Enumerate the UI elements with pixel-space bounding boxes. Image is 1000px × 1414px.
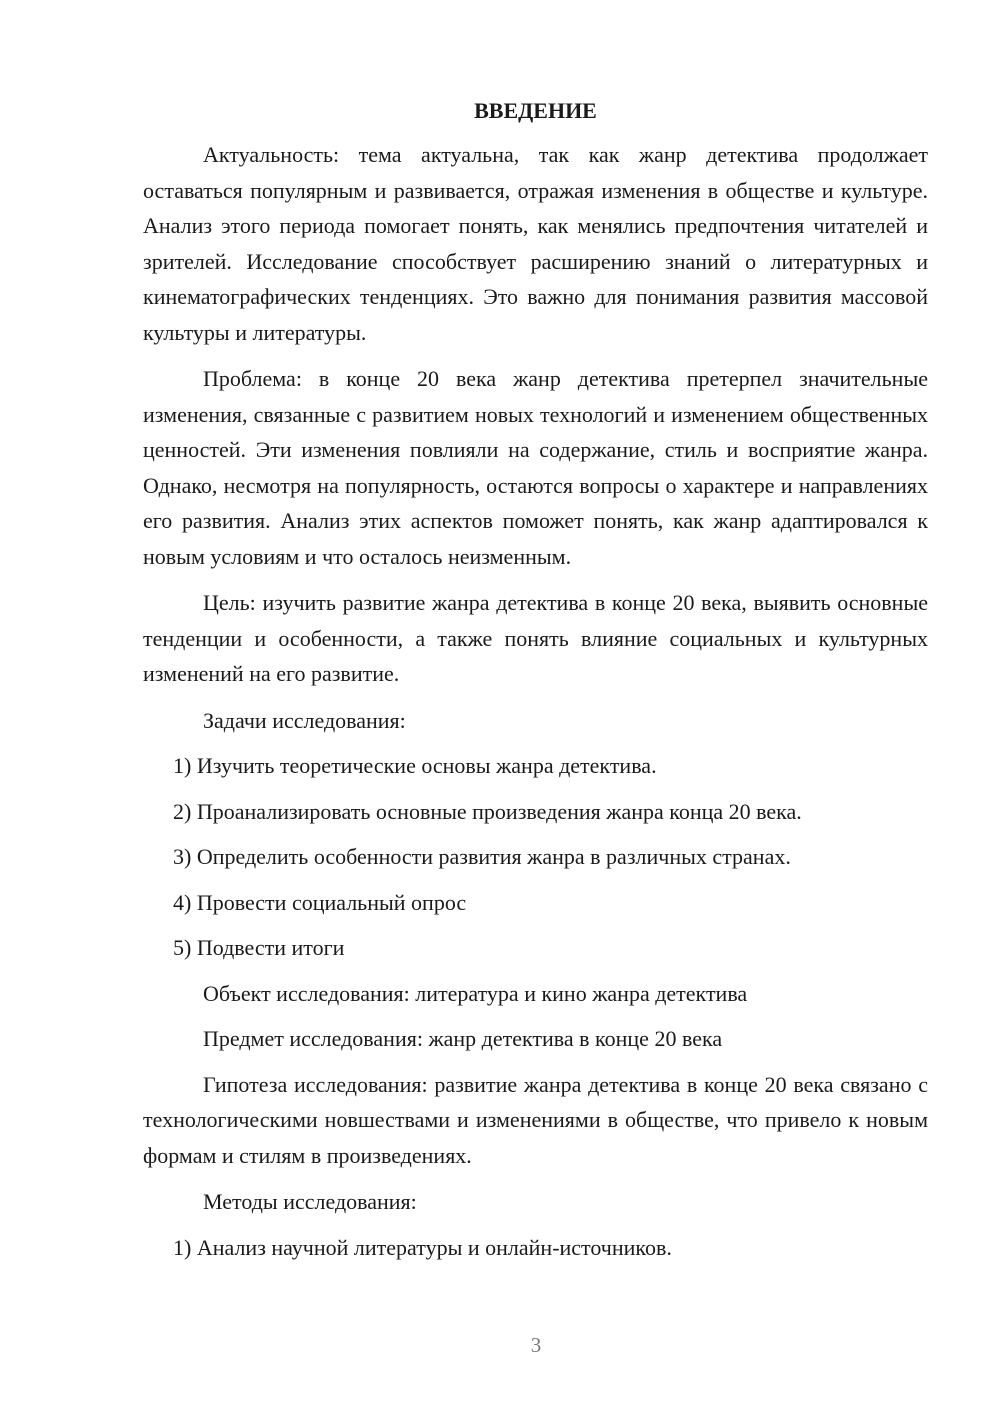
task-item: 4) Провести социальный опрос xyxy=(173,889,467,915)
tasks-title: Задачи исследования: xyxy=(203,707,406,733)
method-item: 1) Анализ научной литературы и онлайн-источников. xyxy=(173,1234,672,1260)
hypothesis-paragraph: Гипотеза исследования: развитие жанра детектива в конце 20 века связано с технологическими новшествами и изменениями в обществе, что привело к новым формам и стилям в произведениях. xyxy=(143,1071,928,1168)
research-subject: Предмет исследования: жанр детектива в конце 20 века xyxy=(203,1026,723,1051)
document-page xyxy=(143,95,928,1275)
task-item: 5) Подвести итоги xyxy=(173,935,345,960)
task-item: 2) Проанализировать основные произведения жанра конца 20 века. xyxy=(173,798,802,824)
problem-paragraph: Проблема: в конце 20 века жанр детектива претерпел значительные изменения, связанные с развитием новых технологий и изменением общественных ценностей. Эти изменения повлияли на содержание, стиль и восприятие жанра. Однако, несмотря на популярность, остаются вопросы о характере и направлениях его развития. Анализ этих аспектов поможет понять, как жанр адаптировался к новым условиям и что осталось неизменным. xyxy=(143,366,928,569)
methods-title: Методы исследования: xyxy=(203,1189,417,1214)
task-item: 1) Изучить теоретические основы жанра детектива. xyxy=(173,753,657,778)
goal-paragraph: Цель: изучить развитие жанра детектива в конце 20 века, выявить основные тенденции и особенности, а также понять влияние социальных и культурных изменений на его развитие. xyxy=(143,590,928,686)
task-item: 3) Определить особенности развития жанра в различных странах. xyxy=(173,844,791,869)
relevance-paragraph: Актуальность: тема актуальна, так как жанр детектива продолжает оставаться популярным и развивается, отражая изменения в обществе и культуре. Анализ этого периода помогает понять, как менялись предпочтения читателей и зрителей. Исследование способствует расширению знаний о литературных и кинематографических тенденциях. Это важно для понимания развития массовой культуры и литературы. xyxy=(143,142,928,345)
research-object: Объект исследования: литература и кино жанра детектива xyxy=(203,980,748,1006)
section-heading: ВВЕДЕНИЕ xyxy=(474,98,597,123)
page-number: 3 xyxy=(530,1333,542,1357)
